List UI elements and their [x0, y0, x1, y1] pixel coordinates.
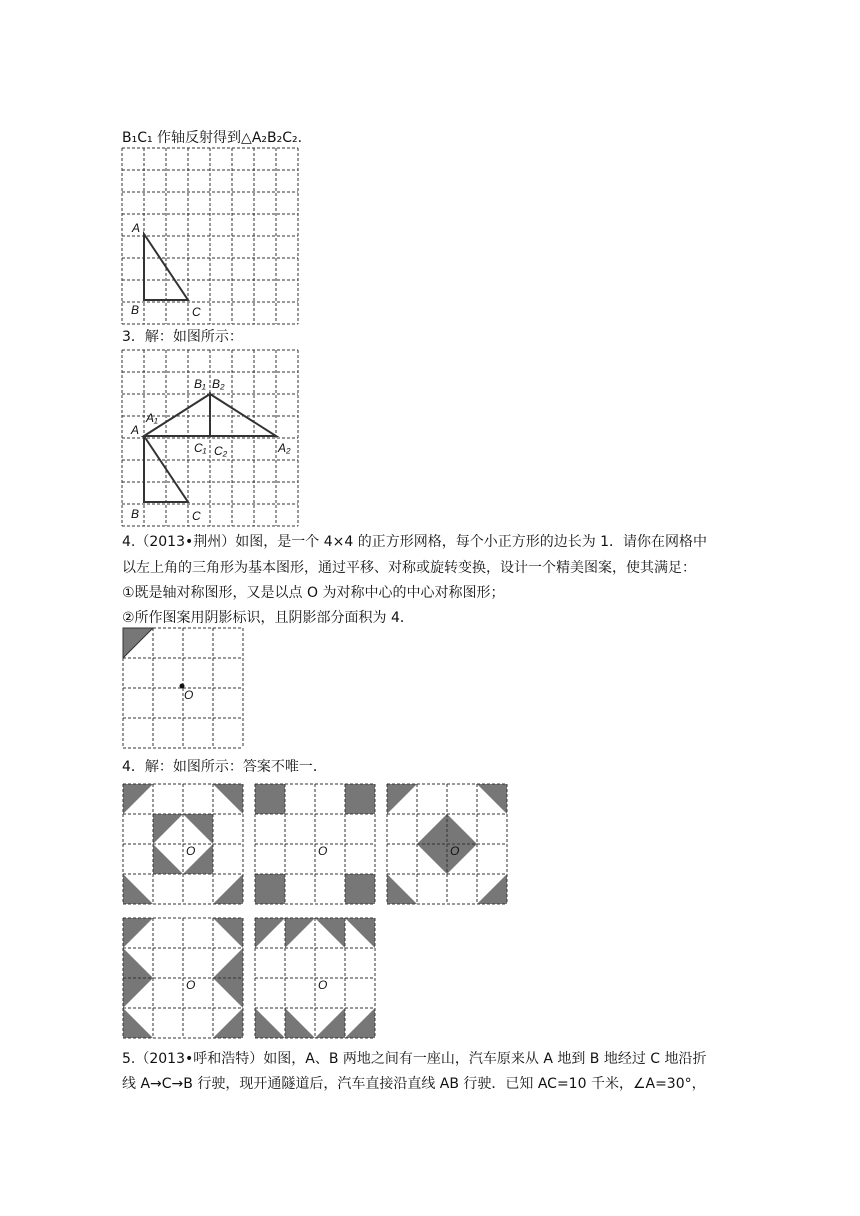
label-c2: C₂ — [214, 444, 228, 458]
label-c: C — [192, 305, 201, 319]
label-o: O — [318, 844, 328, 858]
figure-3-grid — [122, 627, 244, 749]
label-b1: B₁ — [194, 377, 206, 391]
label-b: B — [131, 507, 140, 521]
solution-3-heading: 3．解：如图所示： — [122, 329, 243, 345]
label-o: O — [186, 844, 196, 858]
label-o: O — [318, 978, 328, 992]
solution-4-heading: 4．解：如图所示：答案不唯一． — [122, 759, 327, 775]
label-a2: A₂ — [278, 441, 291, 455]
label-a: A — [131, 423, 140, 437]
label-a1: A₁ — [146, 411, 158, 425]
text-line-1: B₁C₁ 作轴反射得到△A₂B₂C₂. — [122, 130, 303, 146]
figure-2-grid — [122, 350, 302, 528]
label-o: O — [186, 978, 196, 992]
label-a: A — [132, 221, 141, 235]
label-o: O — [450, 844, 460, 858]
answer-pattern-5 — [254, 917, 376, 1039]
question-4-line-2: 以左上角的三角形为基本图形，通过平移、对称或旋转变换，设计一个精美图案，使其满足： — [122, 560, 696, 576]
label-b2: B₂ — [212, 377, 225, 391]
answer-pattern-1 — [122, 783, 244, 905]
question-5-line-1: 5.（2013•呼和浩特）如图，A、B 两地之间有一座山，汽车原来从 A 地到 B 地经过 C 地沿折 — [122, 1051, 707, 1067]
question-5-line-2: 线 A→C→B 行驶，现开通隧道后，汽车直接沿直线 AB 行驶．已知 AC=10 千米，∠A=30°， — [122, 1076, 706, 1092]
answer-pattern-4 — [122, 917, 244, 1039]
question-4-line-3: ①既是轴对称图形，又是以点 O 为对称中心的中心对称图形； — [122, 585, 505, 601]
label-c: C — [192, 509, 201, 523]
question-4-line-1: 4.（2013•荆州）如图，是一个 4×4 的正方形网格，每个小正方形的边长为 1．请你在网格中 — [122, 534, 708, 550]
answer-pattern-3 — [386, 783, 508, 905]
answer-pattern-2 — [254, 783, 376, 905]
figure-1-grid — [122, 148, 302, 328]
label-o: O — [184, 688, 194, 702]
label-b: B — [131, 303, 140, 317]
label-c1: C₁ — [194, 441, 207, 455]
question-4-line-4: ②所作图案用阴影标识，且阴影部分面积为 4． — [122, 610, 414, 626]
